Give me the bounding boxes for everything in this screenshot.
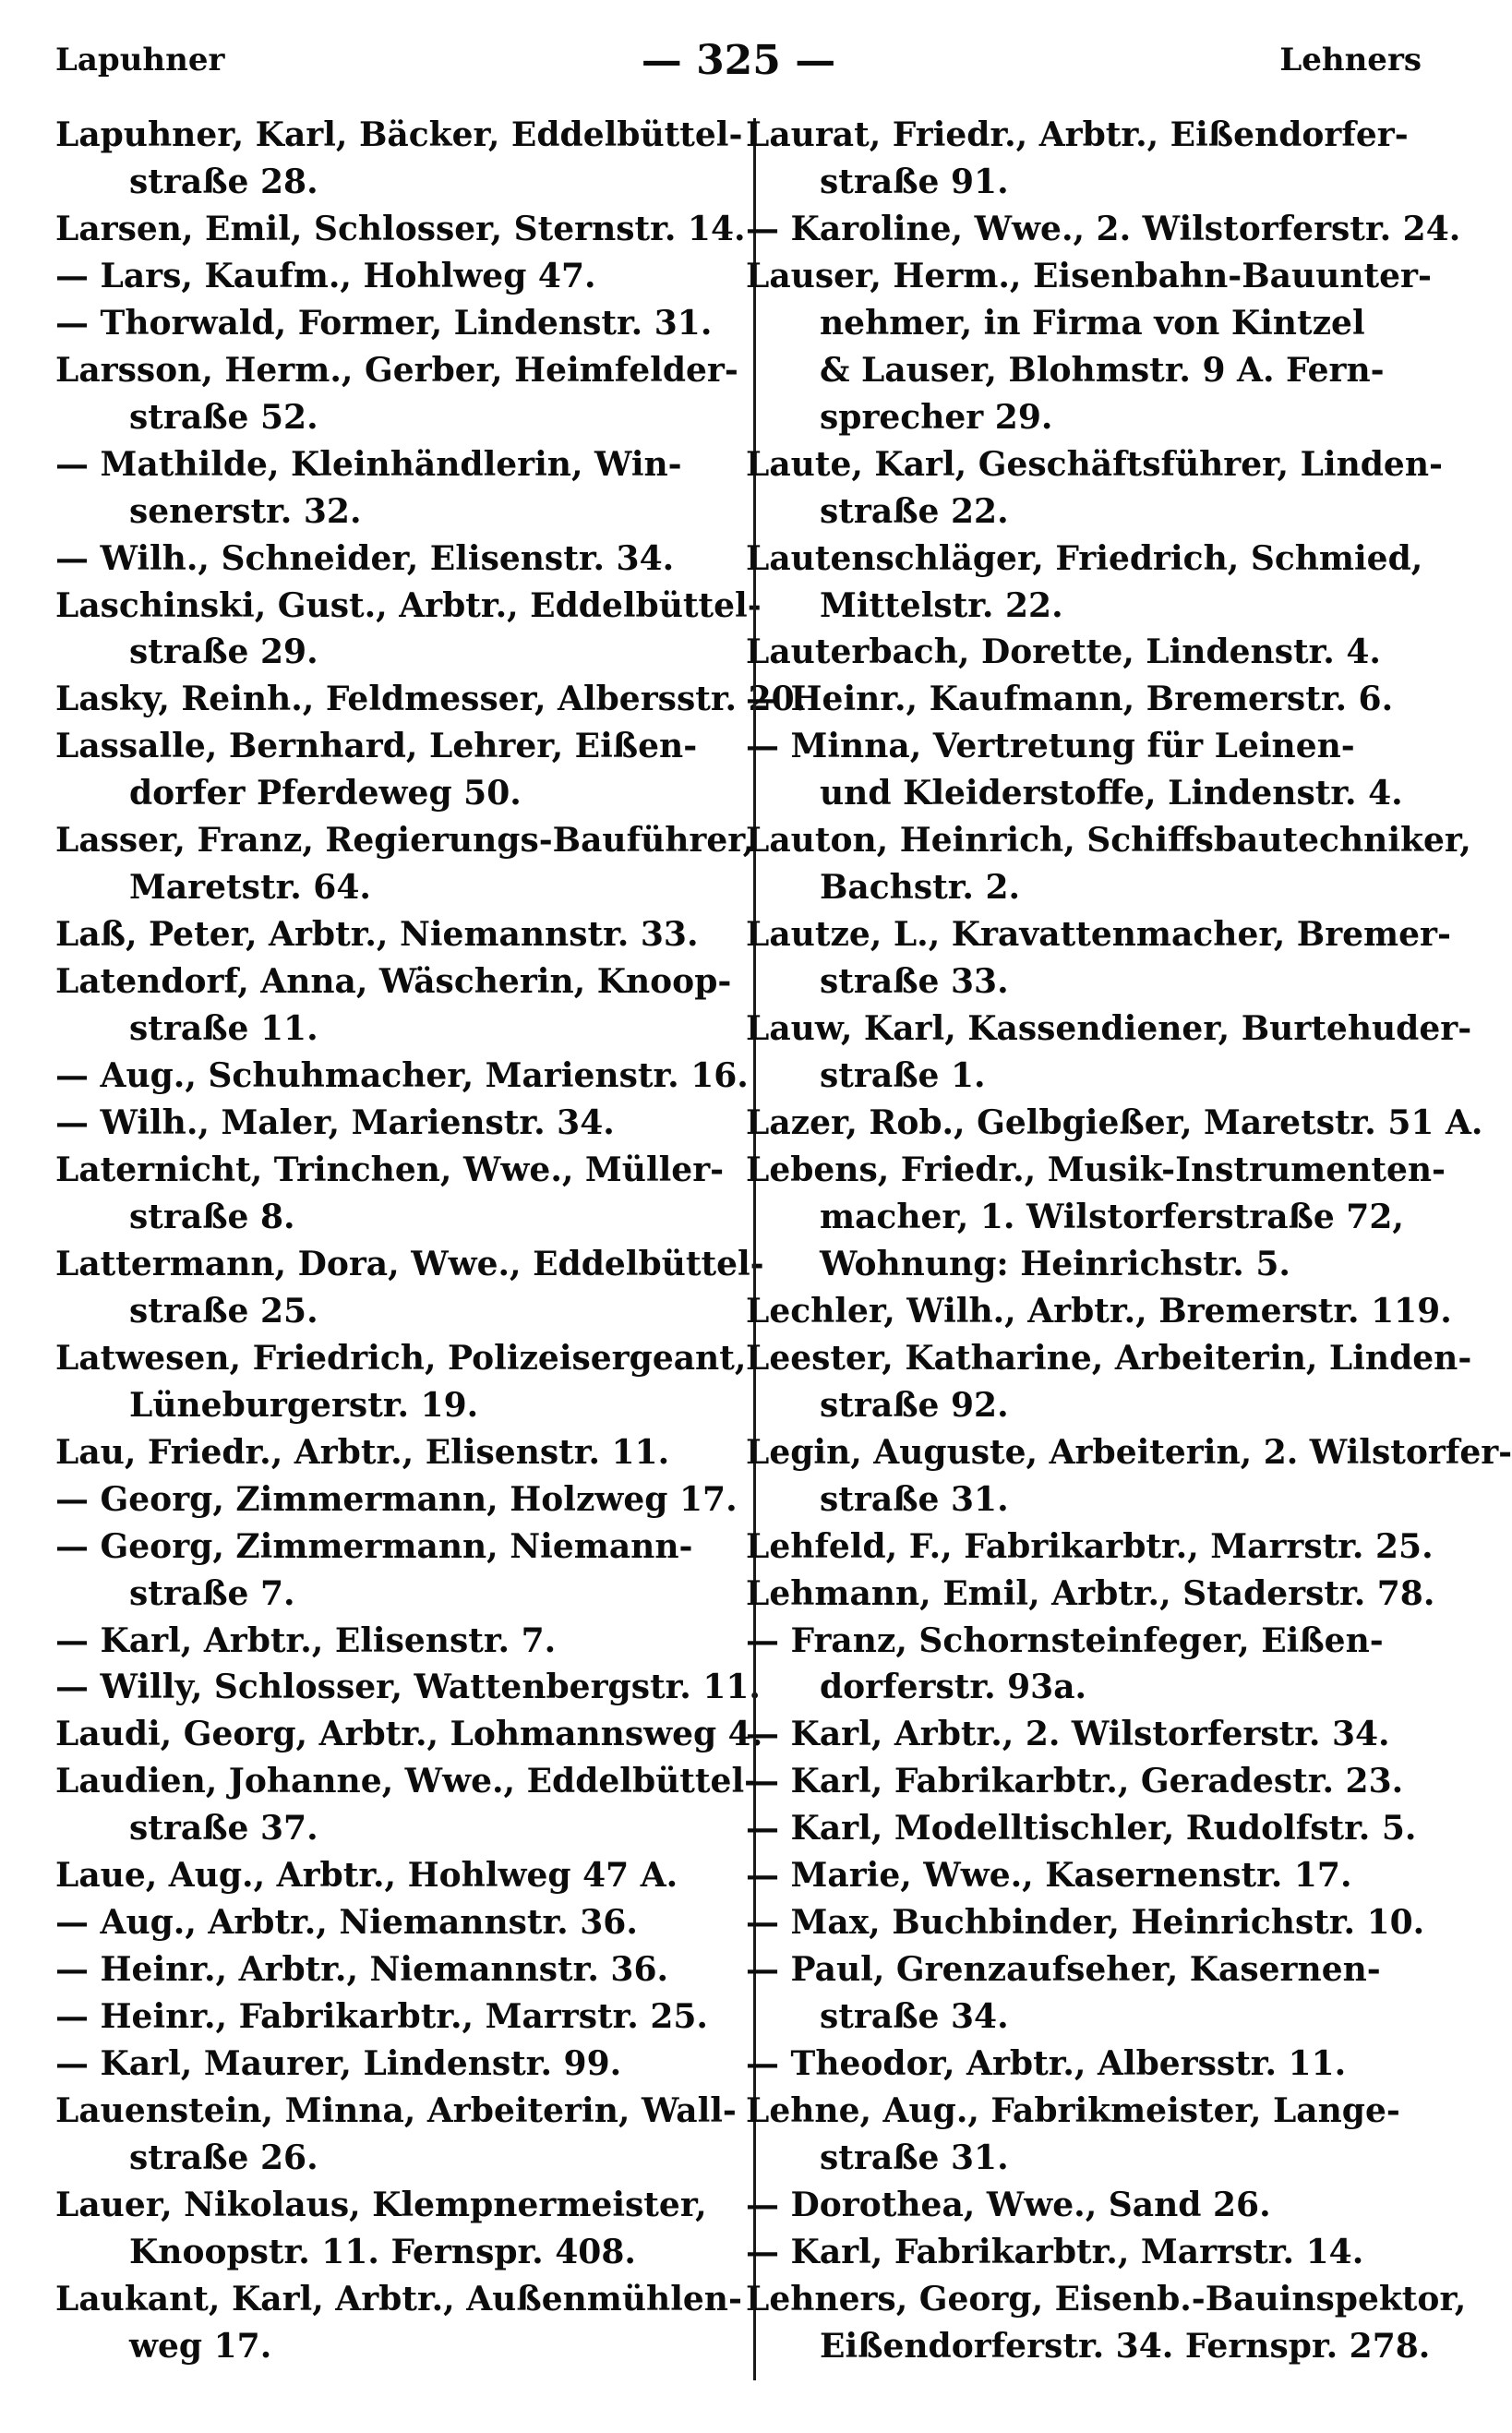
directory-entry-line: Lauer, Nikolaus, Klempnermeister,	[55, 2185, 707, 2224]
directory-entry-line: & Lauser, Blohmstr. 9 A. Fern-	[820, 350, 1385, 390]
left-column	[55, 113, 807, 2368]
directory-entry-line: Lauser, Herm., Eisenbahn-Bauunter-	[746, 256, 1432, 295]
directory-entry-line: Lattermann, Dora, Wwe., Eddelbüttel-	[55, 1244, 764, 1283]
directory-entry-line: straße 31.	[820, 2138, 1009, 2177]
directory-entry-line: Lauenstein, Minna, Arbeiterin, Wall-	[55, 2091, 737, 2131]
directory-entry-line: — Karl, Modelltischler, Rudolfstr. 5.	[746, 1809, 1417, 1849]
directory-entry-line: — Georg, Zimmermann, Niemann-	[55, 1526, 693, 1566]
directory-entry-line: — Karl, Arbtr., 2. Wilstorferstr. 34.	[746, 1715, 1390, 1754]
directory-entry-line: straße 8.	[129, 1197, 295, 1236]
directory-entry-line: Lehne, Aug., Fabrikmeister, Lange-	[746, 2091, 1400, 2131]
directory-entry-line: straße 33.	[820, 962, 1009, 1002]
directory-entry-line: macher, 1. Wilstorferstraße 72,	[820, 1197, 1404, 1236]
directory-entry-line: Laukant, Karl, Arbtr., Außenmühlen-	[55, 2279, 742, 2319]
directory-entry-line: Leester, Katharine, Arbeiterin, Linden-	[746, 1338, 1472, 1378]
directory-entry-line: Lapuhner, Karl, Bäcker, Eddelbüttel-	[55, 115, 743, 154]
directory-entry-line: — Aug., Arbtr., Niemannstr. 36.	[55, 1903, 638, 1943]
directory-entry-line: — Heinr., Kaufmann, Bremerstr. 6.	[746, 680, 1394, 719]
directory-entry-line: Larsen, Emil, Schlosser, Sternstr. 14.	[55, 209, 746, 248]
directory-entry-line: sprecher 29.	[820, 397, 1053, 437]
directory-entry-line: Laue, Aug., Arbtr., Hohlweg 47 A.	[55, 1856, 678, 1896]
directory-entry-line: Lechler, Wilh., Arbtr., Bremerstr. 119.	[746, 1291, 1452, 1331]
directory-entry-line: — Karoline, Wwe., 2. Wilstorferstr. 24.	[746, 209, 1461, 248]
directory-entry-line: — Karl, Arbtr., Elisenstr. 7.	[55, 1620, 557, 1660]
directory-entry-line: Lassalle, Bernhard, Lehrer, Eißen-	[55, 727, 698, 766]
directory-entry-line: — Aug., Schuhmacher, Marienstr. 16.	[55, 1056, 749, 1096]
directory-entry-line: straße 52.	[129, 397, 318, 437]
directory-entry-line: Lau, Friedr., Arbtr., Elisenstr. 11.	[55, 1432, 670, 1472]
directory-entry-line: — Karl, Maurer, Lindenstr. 99.	[55, 2044, 622, 2084]
directory-entry-line: Latendorf, Anna, Wäscherin, Knoop-	[55, 962, 732, 1002]
directory-entry-line: Laudi, Georg, Arbtr., Lohmannsweg 4.	[55, 1715, 763, 1754]
directory-entry-line: Laternicht, Trinchen, Wwe., Müller-	[55, 1150, 725, 1189]
page-header	[55, 28, 1422, 92]
directory-entry-line: Lehfeld, F., Fabrikarbtr., Marrstr. 25.	[746, 1526, 1434, 1566]
directory-entry-line: Lazer, Rob., Gelbgießer, Maretstr. 51 A.	[746, 1103, 1483, 1143]
page-number: — 325 —	[641, 36, 836, 84]
header-right-catchword: Lehners	[1279, 42, 1422, 78]
directory-entry-line: Lauw, Karl, Kassendiener, Burtehuder-	[746, 1009, 1472, 1049]
directory-entry-line: Larsson, Herm., Gerber, Heimfelder-	[55, 350, 738, 390]
directory-entry-line: — Franz, Schornsteinfeger, Eißen-	[746, 1620, 1384, 1660]
directory-entry-line: straße 29.	[129, 632, 318, 672]
directory-entry-line: — Wilh., Maler, Marienstr. 34.	[55, 1103, 615, 1143]
directory-entry-line: — Theodor, Arbtr., Albersstr. 11.	[746, 2044, 1347, 2084]
directory-entry-line: weg 17.	[129, 2326, 272, 2366]
directory-entry-line: — Karl, Fabrikarbtr., Geradestr. 23.	[746, 1762, 1404, 1801]
directory-entry-line: straße 37.	[129, 1809, 318, 1849]
directory-entry-line: — Georg, Zimmermann, Holzweg 17.	[55, 1479, 738, 1519]
directory-entry-line: — Dorothea, Wwe., Sand 26.	[746, 2185, 1271, 2224]
directory-entry-line: — Karl, Fabrikarbtr., Marrstr. 14.	[746, 2232, 1364, 2271]
header-left-catchword: Lapuhner	[55, 42, 225, 78]
directory-entry-line: Lehmann, Emil, Arbtr., Staderstr. 78.	[746, 1573, 1435, 1613]
directory-entry-line: straße 25.	[129, 1291, 318, 1331]
directory-entry-line: Lauterbach, Dorette, Lindenstr. 4.	[746, 632, 1381, 672]
directory-entry-line: straße 1.	[820, 1056, 986, 1096]
directory-entry-line: — Wilh., Schneider, Elisenstr. 34.	[55, 538, 675, 578]
directory-entry-line: Eißendorferstr. 34. Fernspr. 278.	[820, 2326, 1431, 2366]
directory-entry-line: Latwesen, Friedrich, Polizeisergeant,	[55, 1338, 747, 1378]
directory-entry-line: — Mathilde, Kleinhändlerin, Win-	[55, 444, 682, 484]
directory-entry-line: — Willy, Schlosser, Wattenbergstr. 11.	[55, 1668, 761, 1707]
directory-entry-line: straße 11.	[129, 1009, 318, 1049]
directory-entry-line: — Marie, Wwe., Kasernenstr. 17.	[746, 1856, 1352, 1896]
directory-entry-line: Lebens, Friedr., Musik-Instrumenten-	[746, 1150, 1446, 1189]
directory-entry-line: straße 91.	[820, 162, 1009, 201]
directory-entry-line: — Minna, Vertretung für Leinen-	[746, 727, 1355, 766]
directory-entry-line: Knoopstr. 11. Fernspr. 408.	[129, 2232, 636, 2271]
directory-entry-line: — Paul, Grenzaufseher, Kasernen-	[746, 1950, 1381, 1990]
directory-entry-line: Laschinski, Gust., Arbtr., Eddelbüttel-	[55, 585, 762, 625]
directory-entry-line: und Kleiderstoffe, Lindenstr. 4.	[820, 774, 1403, 813]
directory-entry-line: Wohnung: Heinrichstr. 5.	[820, 1244, 1290, 1283]
directory-entry-line: straße 92.	[820, 1385, 1009, 1425]
directory-entry-line: Lehners, Georg, Eisenb.-Bauinspektor,	[746, 2279, 1467, 2319]
directory-entry-line: Laute, Karl, Geschäftsführer, Linden-	[746, 444, 1443, 484]
directory-entry-line: Lautenschläger, Friedrich, Schmied,	[746, 538, 1423, 578]
directory-entry-line: — Max, Buchbinder, Heinrichstr. 10.	[746, 1903, 1425, 1943]
directory-entry-line: senerstr. 32.	[129, 491, 362, 531]
directory-entry-line: straße 31.	[820, 1479, 1009, 1519]
directory-entry-line: Lüneburgerstr. 19.	[129, 1385, 479, 1425]
directory-entry-line: straße 28.	[129, 162, 318, 201]
directory-entry-line: Lauton, Heinrich, Schiffsbautechniker,	[746, 821, 1471, 861]
directory-entry-line: Legin, Auguste, Arbeiterin, 2. Wilstorfer-	[746, 1432, 1512, 1472]
directory-entry-line: — Heinr., Fabrikarbtr., Marrstr. 25.	[55, 1997, 708, 2037]
directory-entry-line: Maretstr. 64.	[129, 868, 371, 908]
directory-entry-line: Mittelstr. 22.	[820, 585, 1063, 625]
directory-entry-line: Laß, Peter, Arbtr., Niemannstr. 33.	[55, 915, 699, 955]
directory-entry-line: straße 34.	[820, 1997, 1009, 2037]
directory-entry-line: dorfer Pferdeweg 50.	[129, 774, 522, 813]
directory-entry-line: straße 7.	[129, 1573, 295, 1613]
right-column	[746, 113, 1512, 2368]
directory-entry-line: straße 26.	[129, 2138, 318, 2177]
directory-entry-line: Lasky, Reinh., Feldmesser, Albersstr. 20.	[55, 680, 807, 719]
directory-entry-line: — Thorwald, Former, Lindenstr. 31.	[55, 303, 713, 343]
directory-entry-line: Laurat, Friedr., Arbtr., Eißendorfer-	[746, 115, 1409, 154]
directory-entry-line: straße 22.	[820, 491, 1009, 531]
directory-entry-line: Bachstr. 2.	[820, 868, 1021, 908]
directory-entry-line: — Heinr., Arbtr., Niemannstr. 36.	[55, 1950, 669, 1990]
directory-entry-line: Lautze, L., Kravattenmacher, Bremer-	[746, 915, 1451, 955]
directory-entry-line: Lasser, Franz, Regierungs-Bauführer,	[55, 821, 755, 861]
directory-entry-line: — Lars, Kaufm., Hohlweg 47.	[55, 256, 596, 295]
directory-entry-line: nehmer, in Firma von Kintzel	[820, 303, 1365, 343]
directory-entry-line: Laudien, Johanne, Wwe., Eddelbüttel-	[55, 1762, 759, 1801]
directory-entry-line: dorferstr. 93a.	[820, 1668, 1087, 1707]
